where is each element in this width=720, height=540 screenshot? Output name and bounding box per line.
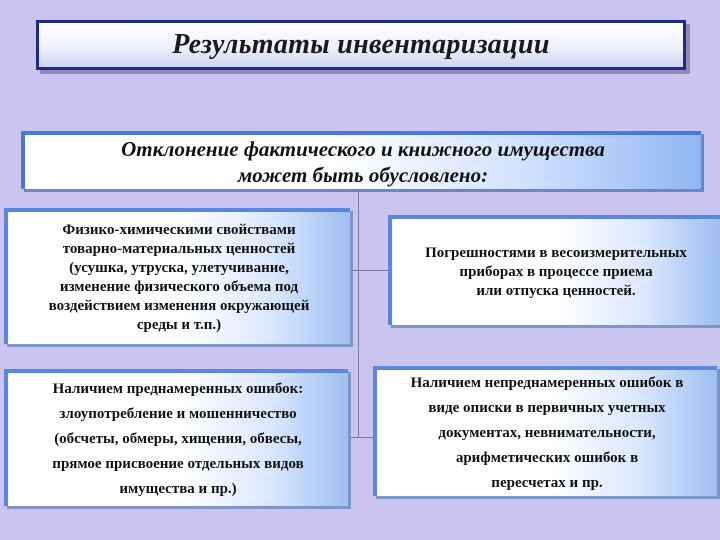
cause-line: имущества и пр.): [119, 481, 237, 497]
cause-line: изменение физического объема под: [59, 279, 299, 295]
connector-vertical-top: [358, 189, 359, 367]
connector-horizontal-top: [350, 270, 388, 271]
cause-line: воздействием изменения окружающей: [48, 298, 310, 314]
connector-vertical-bottom: [358, 367, 359, 437]
cause-line: Физико-химическими свойствами: [62, 222, 296, 238]
cause-line: (обсчеты, обмеры, хищения, обвесы,: [54, 431, 302, 447]
header-line-2: может быть обусловлено:: [237, 163, 489, 187]
cause-line: злоупотребление и мошенничество: [59, 406, 297, 422]
cause-line: Погрешностями в весоизмерительных: [425, 244, 687, 261]
cause-line: пересчетах и пр.: [491, 474, 603, 491]
cause-intentional-errors: [4, 369, 348, 506]
cause-physical-chemical: [4, 208, 350, 344]
cause-line: Наличием преднамеренных ошибок:: [52, 381, 304, 397]
cause-line: или отпуска ценностей.: [476, 282, 636, 299]
cause-line: Наличием непреднамеренных ошибок в: [410, 374, 684, 391]
title-box: [36, 20, 686, 70]
cause-line: приборах в процессе приема: [459, 263, 653, 280]
header-box: [21, 131, 701, 189]
page-title: Результаты инвентаризации: [172, 29, 550, 60]
cause-line: товарно-материальных ценностей: [62, 241, 296, 257]
cause-line: арифметических ошибок в: [455, 449, 639, 466]
cause-line: документах, невнимательности,: [438, 424, 656, 441]
cause-line: среды и т.п.): [136, 317, 222, 333]
cause-weighing-errors: [388, 215, 720, 325]
cause-line: (усушка, утруска, улетучивание,: [69, 260, 289, 276]
cause-line: прямое присвоение отдельных видов: [52, 456, 304, 472]
cause-unintentional-errors: [373, 366, 717, 496]
cause-line: виде описки в первичных учетных: [428, 399, 666, 416]
header-line-1: Отклонение фактического и книжного имущества: [121, 137, 605, 161]
connector-horizontal-bottom: [348, 437, 373, 438]
